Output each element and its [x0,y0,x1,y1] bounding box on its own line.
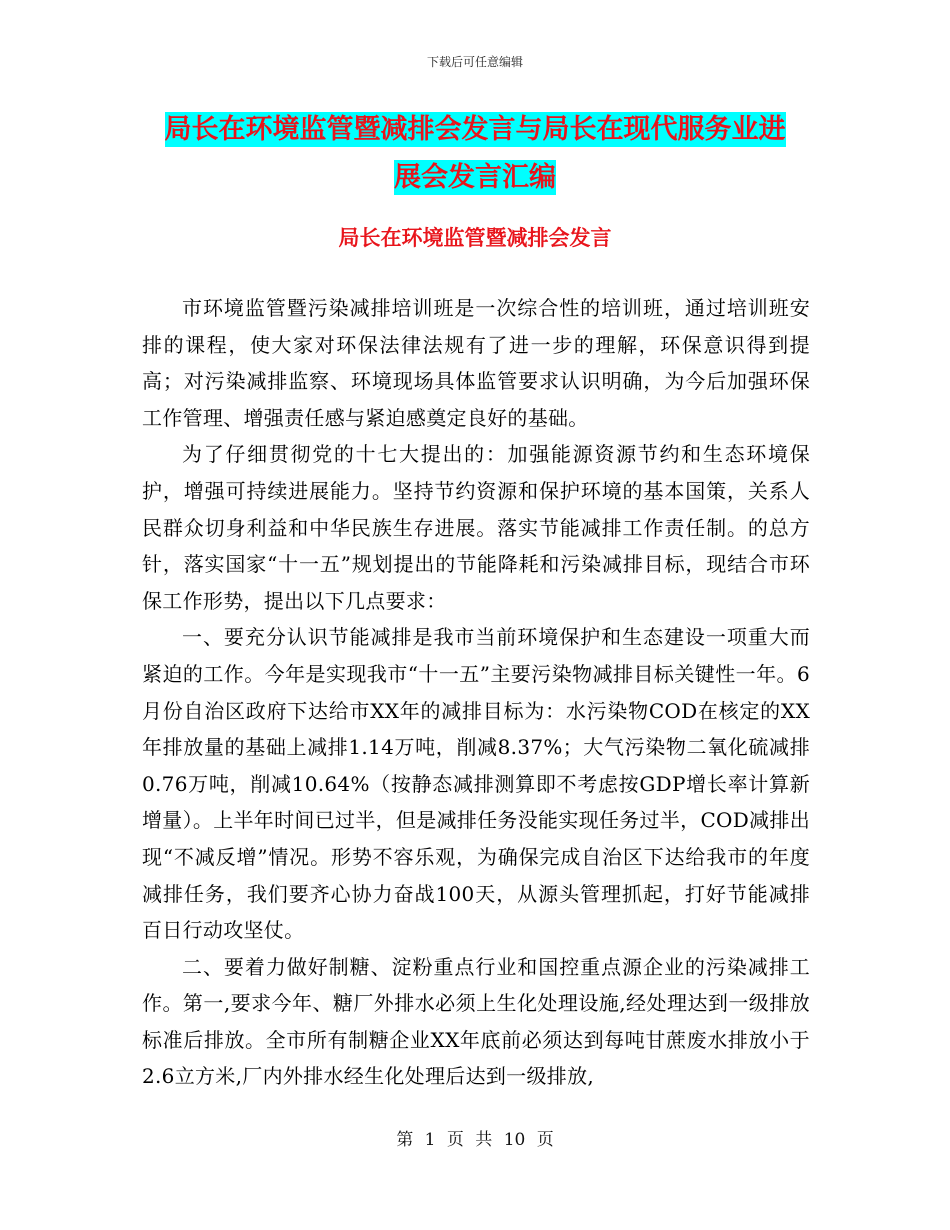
paragraph: 市环境监管暨污染减排培训班是一次综合性的培训班，通过培训班安排的课程，使大家对环保法律法规有了进一步的理解，环保意识得到提高；对污染减排监察、环境现场具体监管要求认识明确，为今后加强环保工作管理、增强责任感与紧迫感奠定良好的基础。 [142,296,810,430]
paragraph: 为了仔细贯彻党的十七大提出的：加强能源资源节约和生态环境保护，增强可持续进展能力。坚持节约资源和保护环境的基本国策，关系人民群众切身利益和中华民族生存进展。落实节能减排工作责任制。的总方针，落实国家“十一五”规划提出的节能降耗和污染减排目标，现结合市环保工作形势，提出以下几点要求： [142,442,810,613]
paragraph: 一、要充分认识节能减排是我市当前环境保护和生态建设一项重大而紧迫的工作。今年是实现我市“十一五”主要污染物减排目标关键性一年。6月份自治区政府下达给市XX年的减排目标为：水污染物COD在核定的XX年排放量的基础上减排1.14万吨，削减8.37%；大气污染物二氧化硫减排0.76万吨，削减10.64%（按静态减排测算即不考虑按GDP增长率计算新增量）。上半年时间已过半，但是减排任务没能实现任务过半，COD减排出现“不减反增”情况。形势不容乐观，为确保完成自治区下达给我市的年度减排任务，我们要齐心协力奋战100天，从源头管理抓起，打好节能减排百日行动攻坚仗。 [142,625,810,943]
paragraph: 二、要着力做好制糖、淀粉重点行业和国控重点源企业的污染减排工作。第一,要求今年、糖厂外排水必须上生化处理设施,经处理达到一级排放标准后排放。全市所有制糖企业XX年底前必须达到每吨甘蔗废水排放小于2.6立方米,厂内外排水经生化处理后达到一级排放, [142,954,810,1089]
document-body [142,290,810,1095]
document-title-line1: 局长在环境监管暨减排会发言与局长在现代服务业进 [164,114,786,145]
page-footer: 第 1 页 共 10 页 [396,1130,554,1150]
section-title: 局长在环境监管暨减排会发言 [338,226,612,250]
header-note: 下载后可任意编辑 [426,55,523,69]
document-title-line2: 展会发言汇编 [394,162,556,193]
document-title [140,106,810,202]
